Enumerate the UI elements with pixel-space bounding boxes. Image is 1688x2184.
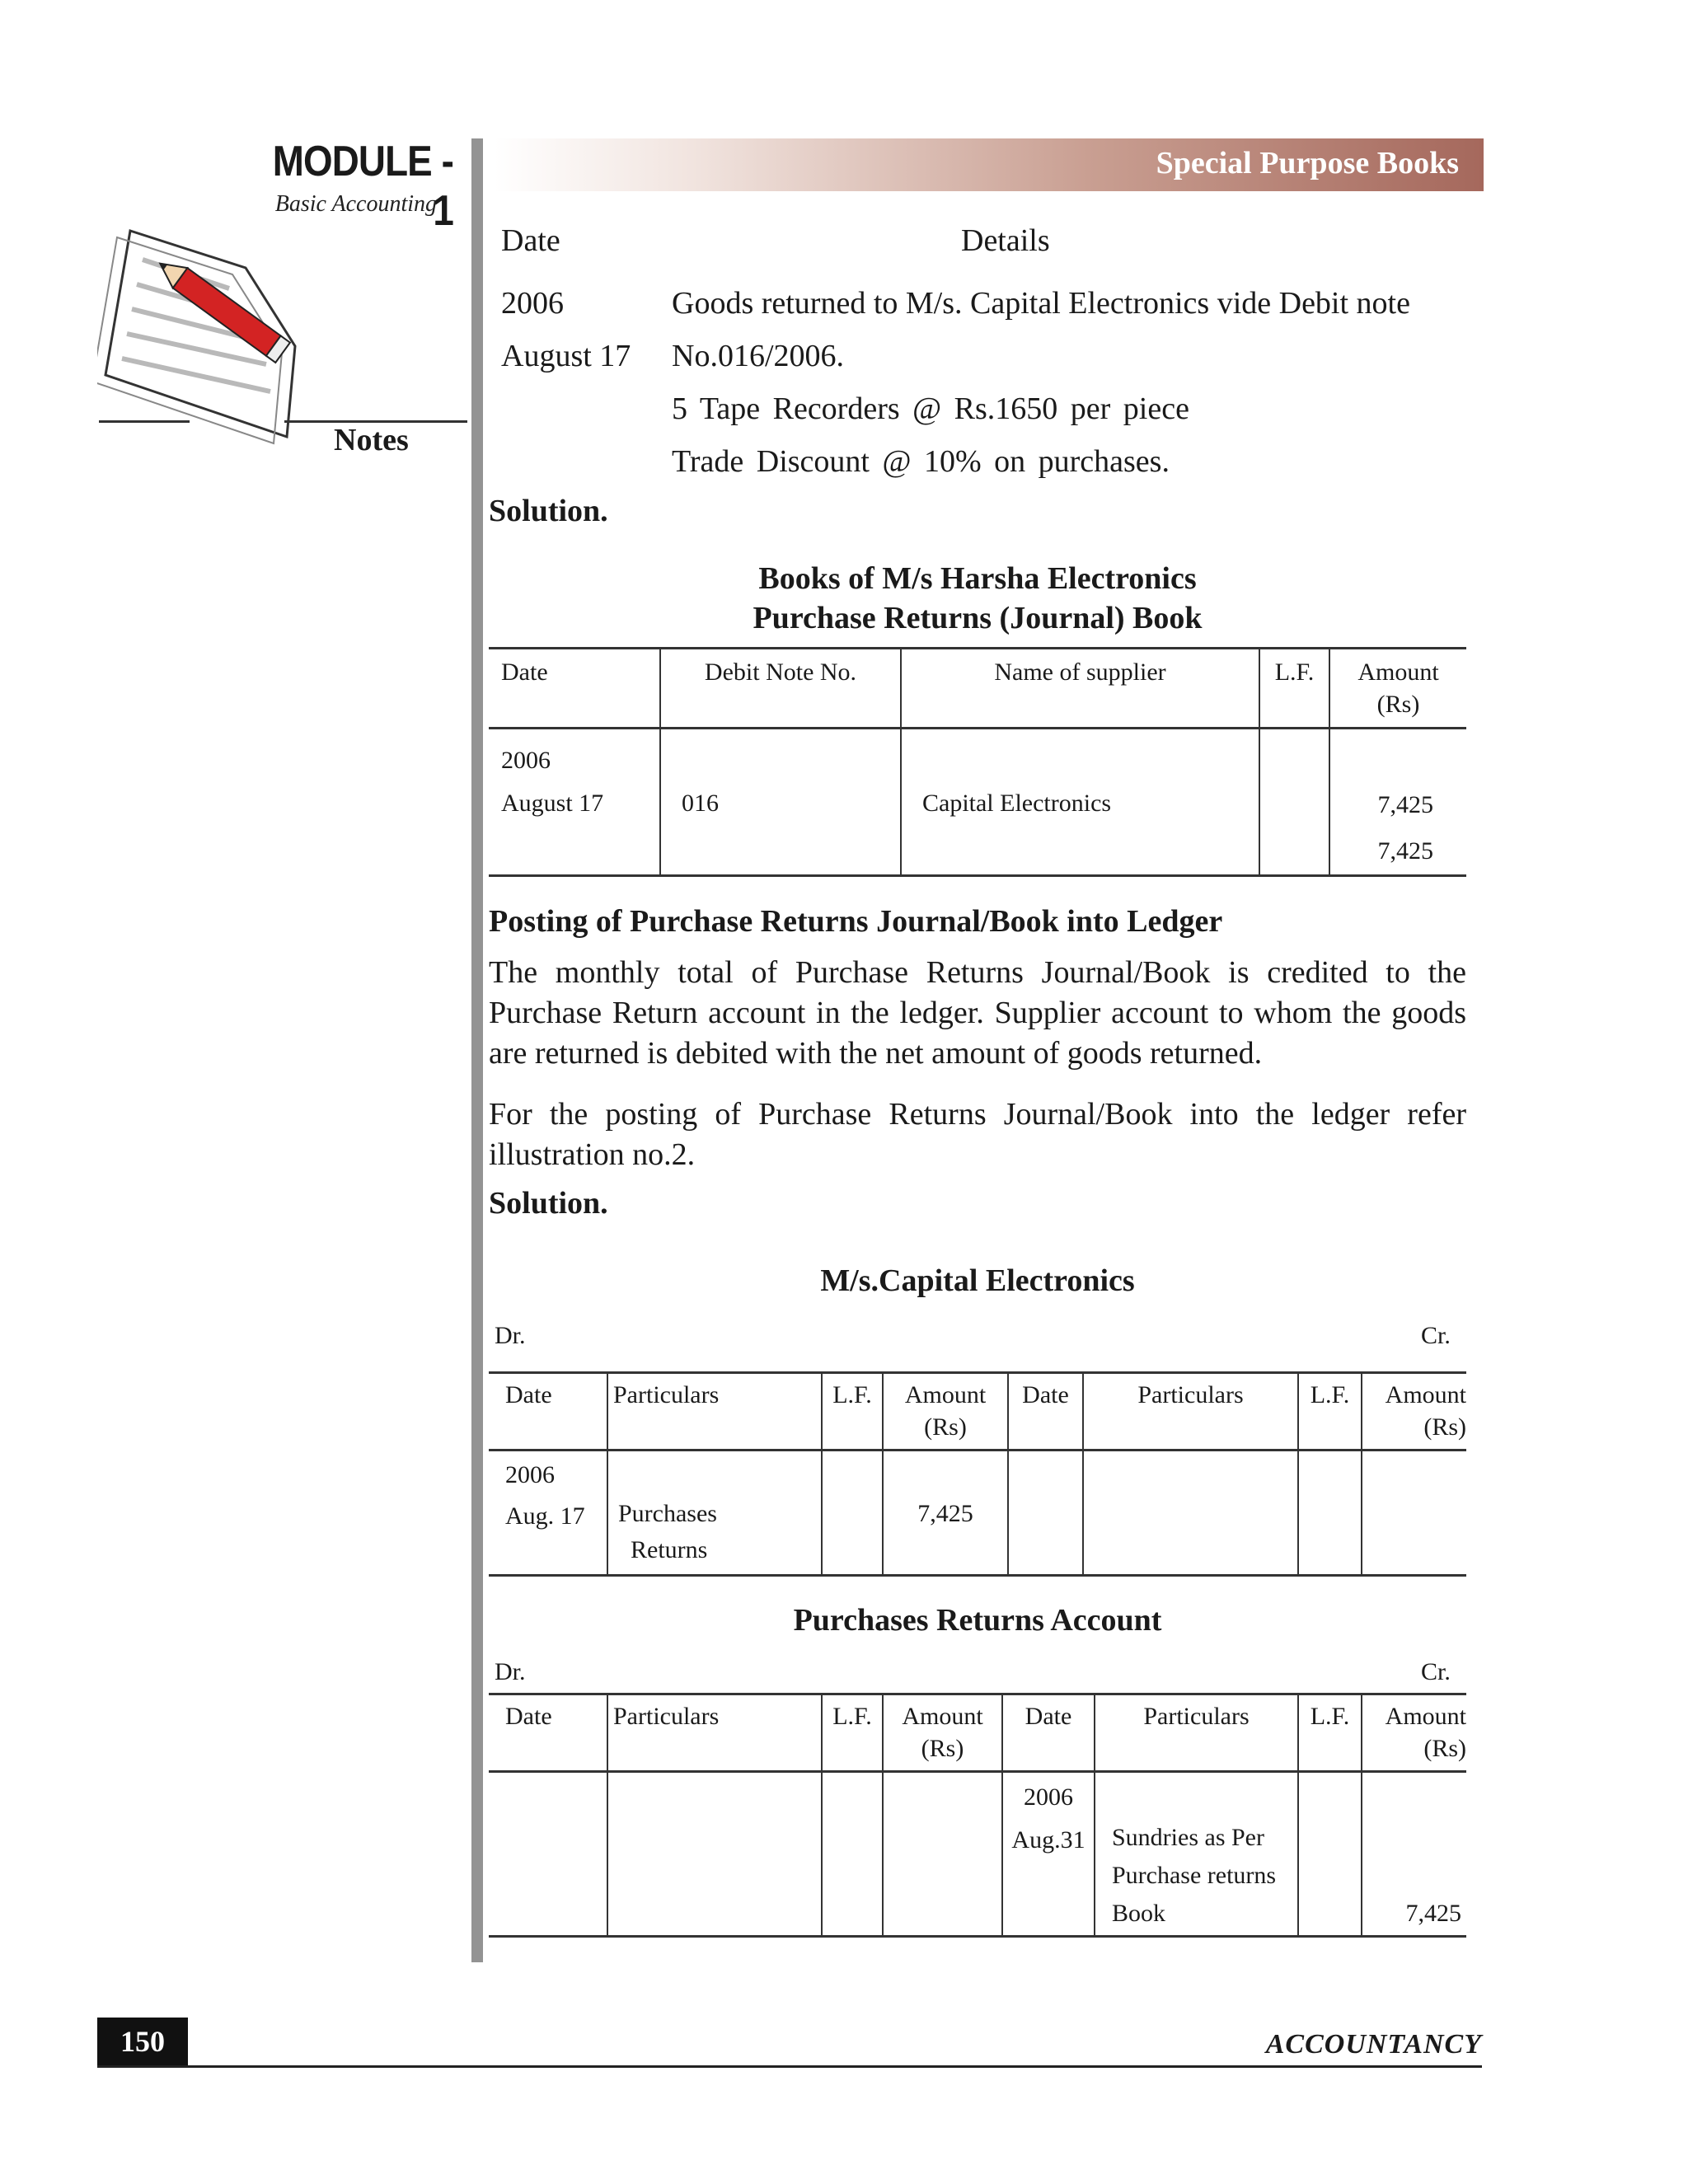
ledger-1-dr: Dr. [495, 1322, 526, 1349]
posting-heading: Posting of Purchase Returns Journal/Book into Ledger [489, 904, 1223, 939]
ledger-1-amount-cell: 7,425 [883, 1451, 1008, 1576]
ledger-1-date-cell: 2006 Aug. 17 [489, 1451, 607, 1576]
ledger-2-cr-lf-cell [1298, 1772, 1362, 1937]
notes-rule-left [99, 420, 190, 423]
ledger-2-cr-particulars-cell: Sundries as Per Purchase returns Book [1095, 1772, 1298, 1937]
question-line-4: Trade Discount @ 10% on purchases. [672, 444, 1170, 479]
journal-date-cell: 2006 August 17 [489, 729, 660, 876]
question-year: 2006 [501, 286, 564, 321]
ledger-2-header-lf-cr: L.F. [1298, 1694, 1362, 1772]
ledger-1-cr-amount-cell [1362, 1451, 1466, 1576]
ledger-1-header-amount: Amount (Rs) [883, 1373, 1008, 1451]
ledger-2-dr-amount-cell [883, 1772, 1002, 1937]
journal-lf-cell [1259, 729, 1329, 876]
question-details-heading: Details [961, 223, 1050, 258]
ledger-1-header-lf-cr: L.F. [1298, 1373, 1362, 1451]
purchase-returns-journal-table [489, 647, 1466, 877]
notes-pencil-icon [97, 223, 320, 462]
ledger-1-header-lf: L.F. [822, 1373, 883, 1451]
ledger-1-title: M/s.Capital Electronics [820, 1263, 1135, 1298]
journal-note-cell: 016 [660, 729, 901, 876]
posting-paragraph-2: For the posting of Purchase Returns Journal/Book into the ledger refer illustration no.2. [489, 1097, 1466, 1172]
ledger-1-header-date: Date [489, 1373, 607, 1451]
section-header-title: Special Purpose Books [1156, 146, 1459, 180]
ledger-2-header-amount-cr: Amount (Rs) [1362, 1694, 1466, 1772]
capital-electronics-ledger-table [489, 1371, 1466, 1577]
question-line-1: Goods returned to M/s. Capital Electronics vide Debit note [672, 286, 1410, 321]
journal-header-debit-note: Debit Note No. [660, 649, 901, 729]
module-subtitle: Basic Accounting [274, 191, 437, 217]
solution-2-label: Solution. [489, 1186, 608, 1221]
footer-rule [97, 2065, 1482, 2068]
solution-label: Solution. [489, 494, 608, 528]
ledger-1-cr-particulars-cell [1083, 1451, 1298, 1576]
ledger-2-header-particulars: Particulars [607, 1694, 822, 1772]
journal-heading-2: Purchase Returns (Journal) Book [753, 601, 1203, 635]
ledger-2-dr-date-cell [489, 1772, 607, 1937]
journal-header-date: Date [489, 649, 660, 729]
journal-header-supplier: Name of supplier [901, 649, 1259, 729]
journal-heading-1: Books of M/s Harsha Electronics [758, 561, 1197, 596]
ledger-2-header-amount: Amount (Rs) [883, 1694, 1002, 1772]
ledger-2-cr: Cr. [1421, 1658, 1451, 1685]
journal-header-lf: L.F. [1259, 649, 1329, 729]
question-line-3: 5 Tape Recorders @ Rs.1650 per piece [672, 391, 1189, 426]
journal-header-amount: Amount (Rs) [1329, 649, 1466, 729]
module-title: MODULE - 1 [272, 138, 453, 235]
ledger-2-cr-amount-cell: 7,425 [1362, 1772, 1466, 1937]
margin-divider [471, 138, 483, 1962]
ledger-1-lf-cell [822, 1451, 883, 1576]
question-date: August 17 [501, 339, 631, 373]
purchases-returns-ledger-table [489, 1693, 1466, 1938]
ledger-1-header-amount-cr: Amount (Rs) [1362, 1373, 1466, 1451]
ledger-1-cr-lf-cell [1298, 1451, 1362, 1576]
notes-label: Notes [334, 423, 409, 457]
ledger-2-header-lf: L.F. [822, 1694, 883, 1772]
journal-supplier-cell: Capital Electronics [901, 729, 1259, 876]
ledger-2-header-date-cr: Date [1002, 1694, 1095, 1772]
question-date-heading: Date [501, 223, 560, 258]
page-number: 150 [97, 2018, 188, 2065]
ledger-2-title: Purchases Returns Account [793, 1603, 1162, 1638]
ledger-1-cr: Cr. [1421, 1322, 1451, 1349]
ledger-1-header-particulars: Particulars [607, 1373, 822, 1451]
ledger-2-header-particulars-cr: Particulars [1095, 1694, 1298, 1772]
ledger-2-header-date: Date [489, 1694, 607, 1772]
ledger-2-dr: Dr. [495, 1658, 526, 1685]
question-line-2: No.016/2006. [672, 339, 844, 373]
journal-amount-cell: 7,425 7,425 [1329, 729, 1466, 876]
ledger-2-cr-date-cell: 2006 Aug.31 [1002, 1772, 1095, 1937]
posting-paragraph-1: The monthly total of Purchase Returns Journal/Book is credited to the Purchase Return account in the ledger. Supplier account to whom the goods are returned is debited with the net amount of goods returned. [489, 955, 1466, 1071]
section-header-band [495, 138, 1484, 191]
ledger-2-dr-lf-cell [822, 1772, 883, 1937]
ledger-1-particulars-cell: Purchases Returns [607, 1451, 822, 1576]
ledger-2-dr-particulars-cell [607, 1772, 822, 1937]
ledger-1-header-date-cr: Date [1008, 1373, 1083, 1451]
footer-title: ACCOUNTANCY [1265, 2029, 1482, 2060]
ledger-1-cr-date-cell [1008, 1451, 1083, 1576]
ledger-1-header-particulars-cr: Particulars [1083, 1373, 1298, 1451]
